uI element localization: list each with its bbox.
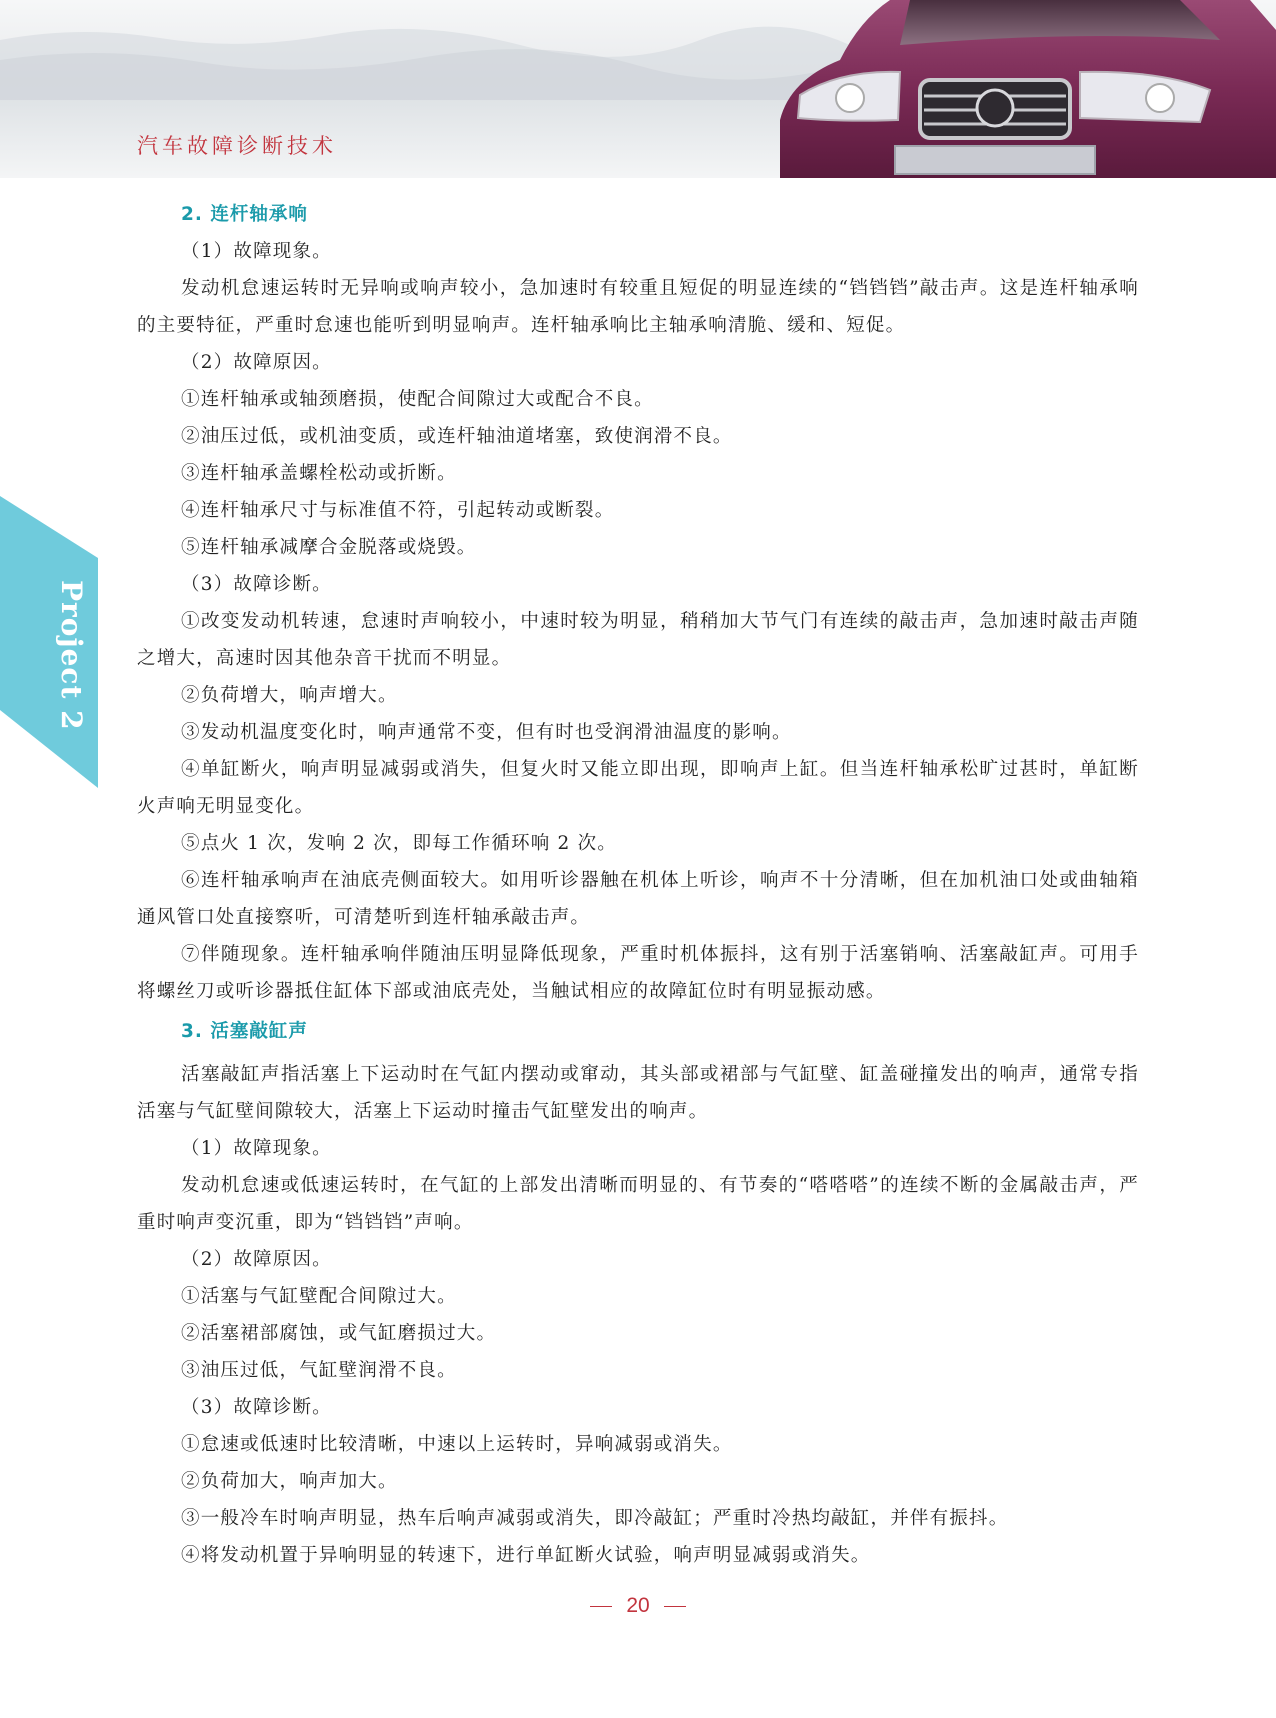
page-number-text: 20 xyxy=(626,1594,650,1617)
dash-decoration xyxy=(590,1606,612,1607)
paragraph: （3）故障诊断。 xyxy=(181,1397,332,1418)
paragraph: ①改变发动机转速，怠速时声响较小，中速时较为明显，稍稍加大节气门有连续的敲击声，急加速时敲击声随之增大，高速时因其他杂音干扰而不明显。 xyxy=(137,611,1139,669)
project-label: Project 2 xyxy=(55,580,88,731)
page-number xyxy=(0,1594,1276,1618)
car-front-image xyxy=(780,0,1276,178)
paragraph: ④将发动机置于异响明显的转速下，进行单缸断火试验，响声明显减弱或消失。 xyxy=(181,1545,871,1566)
paragraph: （1）故障现象。 xyxy=(181,1138,332,1159)
paragraph: ②活塞裙部腐蚀，或气缸磨损过大。 xyxy=(181,1323,497,1344)
paragraph: ③发动机温度变化时，响声通常不变，但有时也受润滑油温度的影响。 xyxy=(181,722,792,743)
paragraph: ③油压过低，气缸壁润滑不良。 xyxy=(181,1360,457,1381)
section-heading: 2. 连杆轴承响 xyxy=(181,204,308,225)
paragraph: ③连杆轴承盖螺栓松动或折断。 xyxy=(181,463,457,484)
book-title: 汽车故障诊断技术 xyxy=(137,134,337,158)
paragraph: ⑦伴随现象。连杆轴承响伴随油压明显降低现象，严重时机体振抖，这有别于活塞销响、活塞敲缸声。可用手将螺丝刀或听诊器抵住缸体下部或油底壳处，当触试相应的故障缸位时有明显振动感。 xyxy=(137,944,1139,1002)
paragraph: ②负荷加大，响声加大。 xyxy=(181,1471,398,1492)
paragraph: ④单缸断火，响声明显减弱或消失，但复火时又能立即出现，即响声上缸。但当连杆轴承松旷过甚时，单缸断火声响无明显变化。 xyxy=(137,759,1139,817)
paragraph: ①活塞与气缸壁配合间隙过大。 xyxy=(181,1286,457,1307)
paragraph: ③一般冷车时响声明显，热车后响声减弱或消失，即冷敲缸；严重时冷热均敲缸，并伴有振抖。 xyxy=(181,1508,1009,1529)
section-heading: 3. 活塞敲缸声 xyxy=(181,1021,308,1042)
paragraph: （2）故障原因。 xyxy=(181,352,332,373)
dash-decoration xyxy=(664,1606,686,1607)
paragraph: ①怠速或低速时比较清晰，中速以上运转时，异响减弱或消失。 xyxy=(181,1434,733,1455)
paragraph: ⑥连杆轴承响声在油底壳侧面较大。如用听诊器触在机体上听诊，响声不十分清晰，但在加机油口处或曲轴箱通风管口处直接察听，可清楚听到连杆轴承敲击声。 xyxy=(137,870,1139,928)
header-banner xyxy=(0,0,1276,178)
paragraph: （1）故障现象。 xyxy=(181,241,332,262)
paragraph: ⑤连杆轴承减摩合金脱落或烧毁。 xyxy=(181,537,477,558)
paragraph: ④连杆轴承尺寸与标准值不符，引起转动或断裂。 xyxy=(181,500,615,521)
paragraph: ②油压过低，或机油变质，或连杆轴油道堵塞，致使润滑不良。 xyxy=(181,426,733,447)
paragraph: 发动机怠速或低速运转时，在气缸的上部发出清晰而明显的、有节奏的“嗒嗒嗒”的连续不断的金属敲击声，严重时响声变沉重，即为“铛铛铛”声响。 xyxy=(137,1175,1139,1233)
paragraph: （3）故障诊断。 xyxy=(181,574,332,595)
paragraph: ①连杆轴承或轴颈磨损，使配合间隙过大或配合不良。 xyxy=(181,389,654,410)
page-content xyxy=(137,196,1139,1574)
paragraph: （2）故障原因。 xyxy=(181,1249,332,1270)
paragraph: 发动机怠速运转时无异响或响声较小，急加速时有较重且短促的明显连续的“铛铛铛”敲击声。这是连杆轴承响的主要特征，严重时怠速也能听到明显响声。连杆轴承响比主轴承响清脆、缓和、短促。 xyxy=(137,278,1139,336)
paragraph: ②负荷增大，响声增大。 xyxy=(181,685,398,706)
paragraph: 活塞敲缸声指活塞上下运动时在气缸内摆动或窜动，其头部或裙部与气缸壁、缸盖碰撞发出的响声，通常专指活塞与气缸壁间隙较大，活塞上下运动时撞击气缸壁发出的响声。 xyxy=(137,1064,1139,1122)
paragraph: ⑤点火 1 次，发响 2 次，即每工作循环响 2 次。 xyxy=(181,833,617,854)
